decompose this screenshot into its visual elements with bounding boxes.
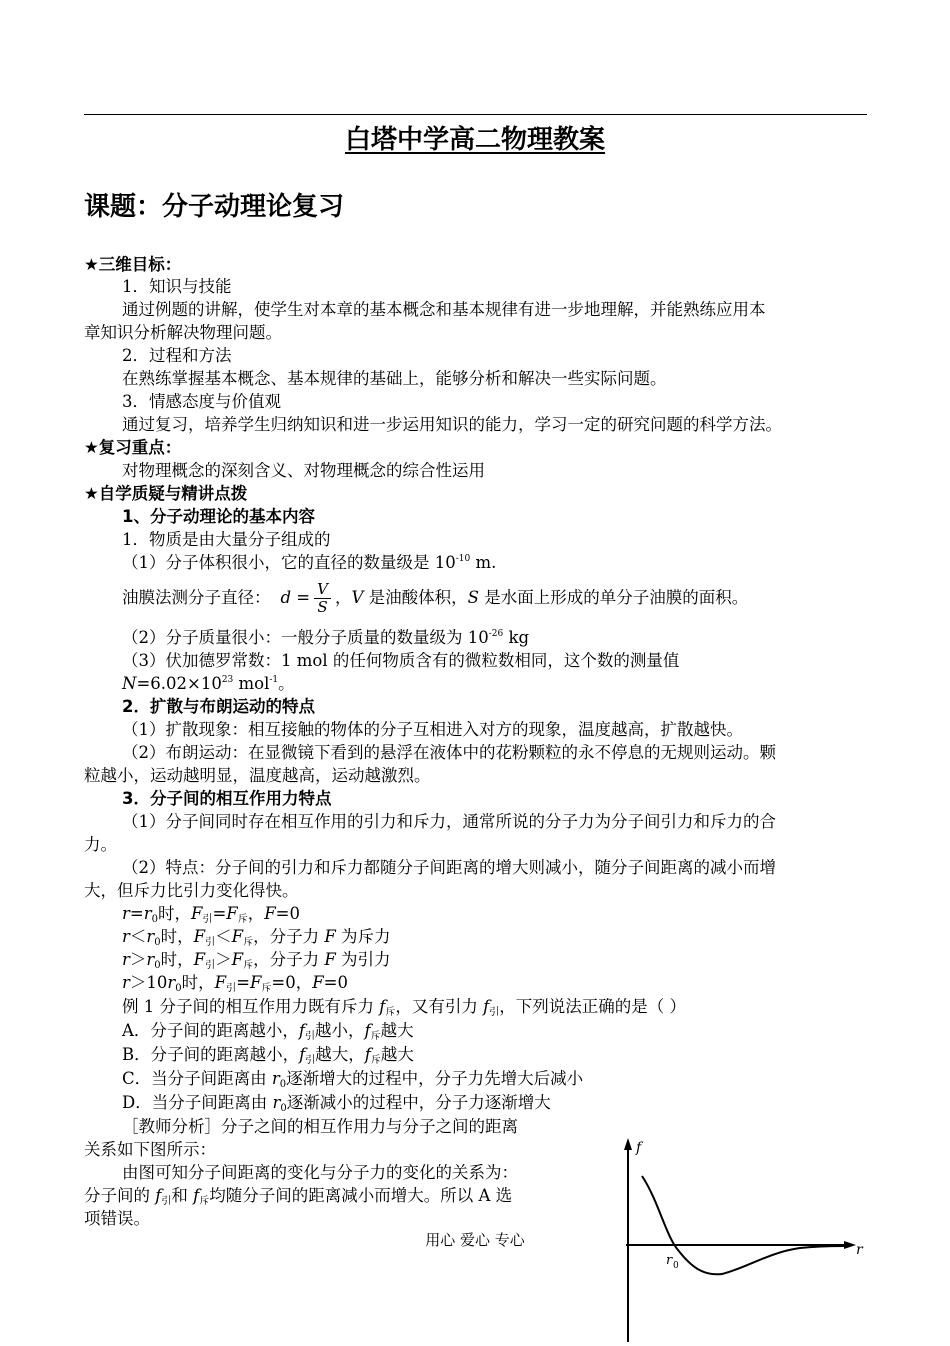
- example1-question: 例 1 分子间的相互作用力既有斥力 $f_斥$，又有引力 $f_引$，下列说法正确的是（ ）: [122, 997, 686, 1018]
- goal2-text: 在熟练掌握基本概念、基本规律的基础上，能够分析和解决一些实际问题。: [122, 369, 667, 388]
- section1-p3: （2）分子质量很小：一般分子质量的数量级为 $10^{-26}$ kg: [122, 628, 530, 647]
- option-c: C．当分子间距离由 $r_0$逐渐增大的过程中，分子力先增大后减小: [122, 1069, 584, 1090]
- section3-p2-line2: 大，但斥力比引力变化得快。: [84, 881, 299, 900]
- force-curve: [642, 1176, 844, 1274]
- f-axis-arrow: [624, 1138, 632, 1150]
- section2-p2-line1: （2）布朗运动：在显微镜下看到的悬浮在液体中的花粉颗粒的永不停息的无规则运动。颗: [122, 743, 776, 762]
- section3-heading: 3．分子间的相互作用力特点: [122, 789, 332, 808]
- section1-heading: 1、分子动理论的基本内容: [122, 507, 315, 526]
- goal1-text-line1: 通过例题的讲解，使学生对本章的基本概念和基本规律有进一步地理解，并能熟练应用本: [122, 300, 766, 319]
- goal2-heading: 2．过程和方法: [122, 346, 232, 365]
- option-a: A．分子间的距离越小，$f_引$越小，$f_斥$越大: [122, 1021, 414, 1042]
- oil-film-line: 油膜法测分子直径： d = $\frac{V}{S}$ ，V 是油酸体积，S 是水面上形成的单分子油膜的面积。: [122, 580, 749, 616]
- section3-p1-line1: （1）分子间同时存在相互作用的引力和斥力，通常所说的分子力为分子间引力和斥力的合: [122, 812, 776, 831]
- page-title: 白塔中学高二物理教案: [344, 125, 605, 155]
- graph-f-label: f: [636, 1140, 642, 1156]
- condition-far: $r>10r_0$时，$F_引=F_斥=0$，F=0: [122, 973, 348, 994]
- section2-p2-line2: 粒越小，运动越明显，温度越高，运动越激烈。: [84, 766, 431, 785]
- section1-p4: （3）伏加德罗常数：1 mol 的任何物质含有的微粒数相同，这个数的测量值: [122, 651, 680, 670]
- condition-equal: $r=r_0$时，$F_引=F_斥$，F=0: [122, 904, 300, 925]
- goal1-heading: 1．知识与技能: [122, 277, 232, 296]
- analysis-line1: ［教师分析］分子之间的相互作用力与分子之间的距离: [122, 1117, 518, 1136]
- section2-heading: 2．扩散与布朗运动的特点: [122, 697, 315, 716]
- option-b: B．分子间的距离越小，$f_引$越大，$f_斥$越大: [122, 1045, 414, 1066]
- self-study-heading: ★自学质疑与精讲点拨: [84, 484, 248, 503]
- section2-p1: （1）扩散现象：相互接触的物体的分子互相进入对方的现象，温度越高，扩散越快。: [122, 720, 743, 739]
- section3-p1-line2: 力。: [84, 835, 117, 854]
- goal3-heading: 3．情感态度与价值观: [122, 392, 281, 411]
- page-footer: 用心 爱心 专心: [425, 1231, 525, 1249]
- graph-r0-subscript: 0: [673, 1261, 679, 1271]
- goal3-text: 通过复习，培养学生归纳知识和进一步运用知识的能力，学习一定的研究问题的科学方法。: [122, 415, 782, 434]
- header-rule: [84, 114, 867, 115]
- option-d: D．当分子间距离由 $r_0$逐渐减小的过程中，分子力逐渐增大: [122, 1093, 551, 1114]
- lesson-subject: 课题：分子动理论复习: [84, 192, 345, 222]
- section1-p1: 1．物质是由大量分子组成的: [122, 530, 331, 549]
- section1-p2: （1）分子体积很小，它的直径的数量级是 $10^{-10}$ m.: [122, 553, 497, 572]
- goal1-text-line2: 章知识分析解决物理问题。: [84, 323, 282, 342]
- graph-r0-label: r: [666, 1253, 673, 1268]
- analysis-line4: 分子间的 $f_引$和 $f_斥$均随分子间的距离减小而增大。所以 A 选: [84, 1186, 513, 1207]
- avogadro-value: $N=6.02\times 10^{23}$ mol$^{-1}$。: [122, 674, 295, 693]
- condition-less: $r<r_0$时，$F_引<F_斥$，分子力 F 为斥力: [122, 927, 391, 948]
- focus-heading: ★复习重点：: [84, 438, 182, 457]
- analysis-line2: 关系如下图所示：: [84, 1140, 216, 1159]
- analysis-line3: 由图可知分子间距离的变化与分子力的变化的关系为：: [122, 1163, 518, 1182]
- formula-fraction: $\frac{V}{S}$: [314, 581, 331, 616]
- goals-heading: ★三维目标：: [84, 255, 182, 274]
- section3-p2-line1: （2）特点：分子间的引力和斥力都随分子间距离的增大则减小，随分子间距离的减小而增: [122, 858, 776, 877]
- analysis-line5: 项错误。: [84, 1209, 150, 1228]
- condition-greater: $r>r_0$时，$F_引>F_斥$，分子力 F 为引力: [122, 950, 391, 971]
- focus-text: 对物理概念的深刻含义、对物理概念的综合性运用: [122, 461, 485, 480]
- graph-r-label: r: [856, 1242, 863, 1258]
